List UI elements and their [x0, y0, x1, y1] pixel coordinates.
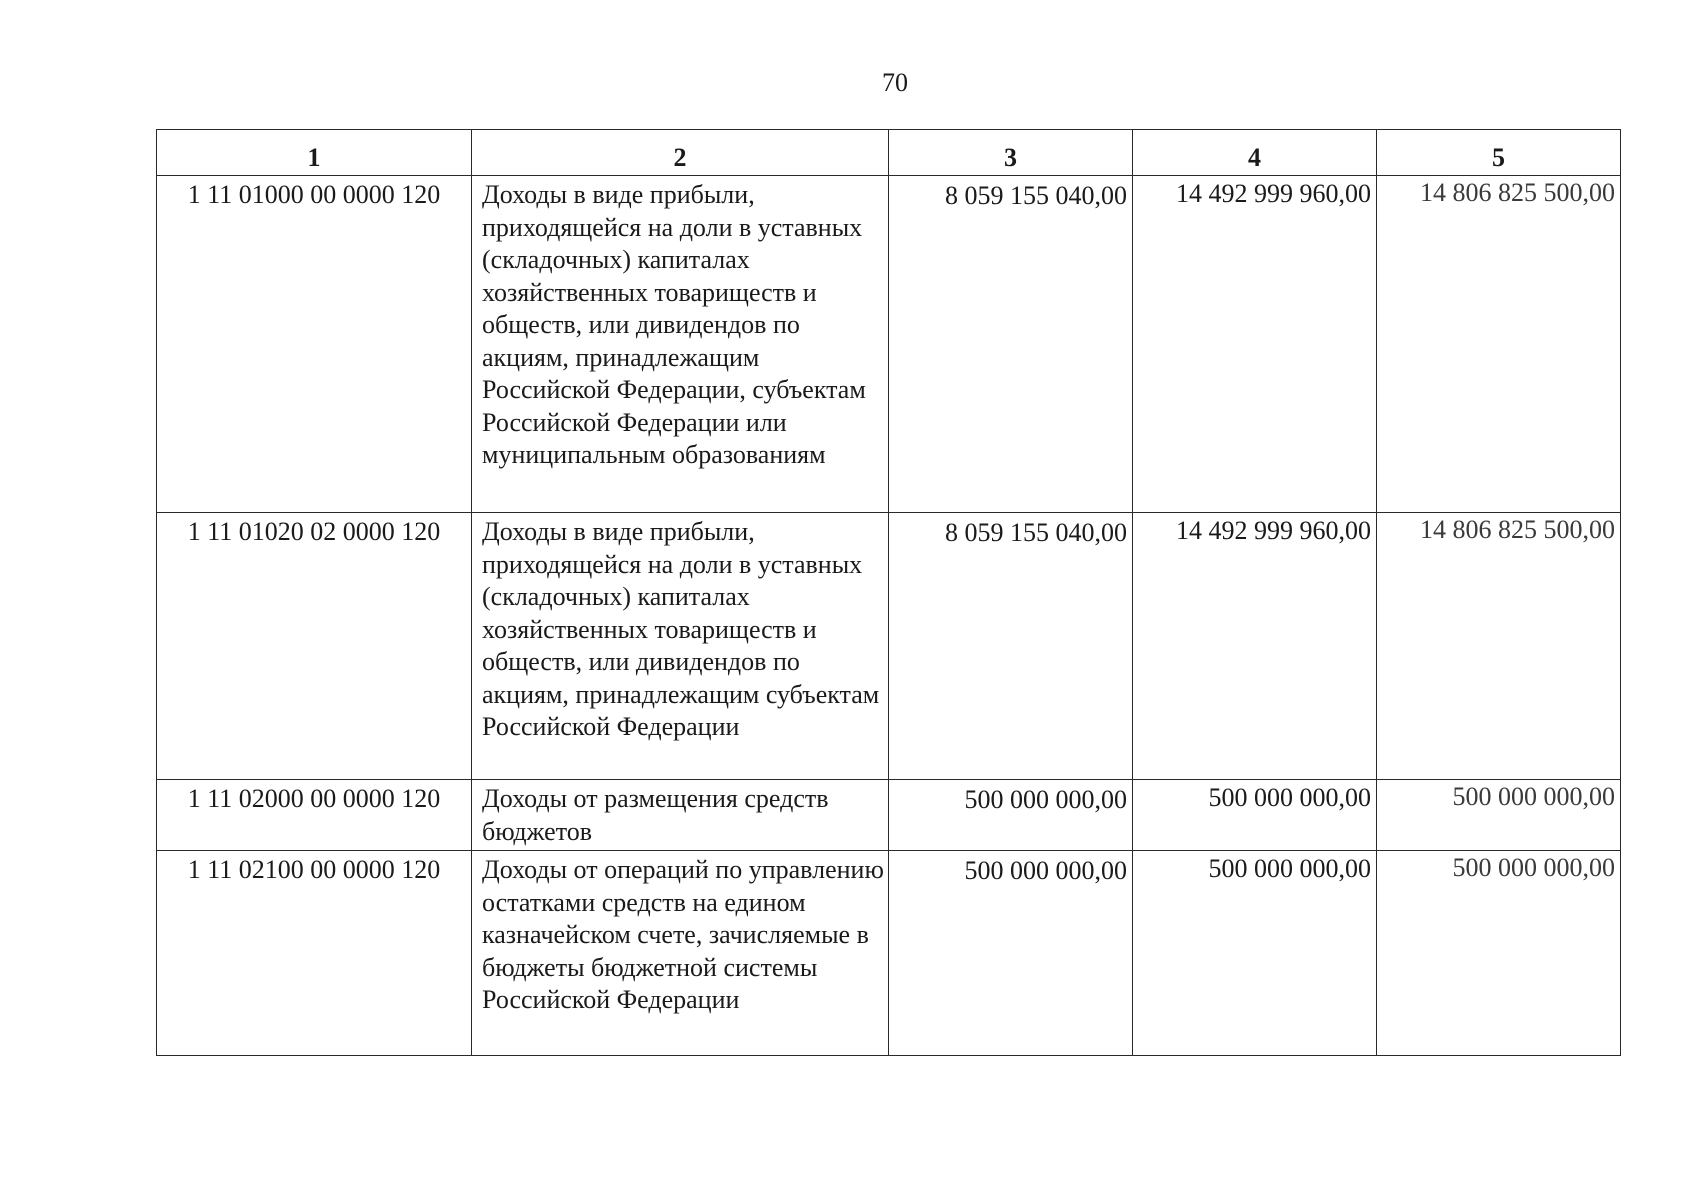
amount-col3-cell: 500 000 000,00 — [889, 851, 1133, 1056]
revenue-name-cell: Доходы в виде прибыли, приходящейся на доли в уставных (складочных) капиталах хозяйственных товариществ и обществ, или дивидендов по акциям, принадлежащим Российской Федерации, субъектам Российской Федерации или муниципальным образованиям — [472, 176, 889, 513]
revenue-name-cell: Доходы в виде прибыли, приходящейся на доли в уставных (складочных) капиталах хозяйственных товариществ и обществ, или дивидендов по акциям, принадлежащим субъектам Российской Федерации — [472, 513, 889, 780]
revenue-name-cell: Доходы от операций по управлению остатками средств на едином казначейском счете, зачисляемые в бюджеты бюджетной системы Российской Федерации — [472, 851, 889, 1056]
amount-col4-cell: 500 000 000,00 — [1133, 780, 1377, 851]
amount-col3-cell: 8 059 155 040,00 — [889, 513, 1133, 780]
table-row — [157, 851, 1621, 1056]
revenue-code-cell: 1 11 02100 00 0000 120 — [157, 851, 472, 1056]
amount-col3-cell: 8 059 155 040,00 — [889, 176, 1133, 513]
column-header-1: 1 — [157, 130, 472, 176]
column-header-4: 4 — [1133, 130, 1377, 176]
amount-col5-cell: 14 806 825 500,00 — [1377, 513, 1621, 780]
column-header-2: 2 — [472, 130, 889, 176]
column-header-5: 5 — [1377, 130, 1621, 176]
revenue-code-cell: 1 11 02000 00 0000 120 — [157, 780, 472, 851]
table-row — [157, 176, 1621, 513]
amount-col5-cell: 500 000 000,00 — [1377, 780, 1621, 851]
revenue-code-cell: 1 11 01020 02 0000 120 — [157, 513, 472, 780]
table-row — [157, 513, 1621, 780]
amount-col4-cell: 14 492 999 960,00 — [1133, 513, 1377, 780]
amount-col3-cell: 500 000 000,00 — [889, 780, 1133, 851]
amount-col4-cell: 14 492 999 960,00 — [1133, 176, 1377, 513]
column-header-3: 3 — [889, 130, 1133, 176]
revenue-code-cell: 1 11 01000 00 0000 120 — [157, 176, 472, 513]
amount-col4-cell: 500 000 000,00 — [1133, 851, 1377, 1056]
budget-revenue-table — [156, 129, 1621, 1056]
amount-col5-cell: 14 806 825 500,00 — [1377, 176, 1621, 513]
table-header-row — [157, 130, 1621, 176]
table-row — [157, 780, 1621, 851]
revenue-name-cell: Доходы от размещения средств бюджетов — [472, 780, 889, 851]
page-number: 70 — [882, 68, 908, 97]
amount-col5-cell: 500 000 000,00 — [1377, 851, 1621, 1056]
